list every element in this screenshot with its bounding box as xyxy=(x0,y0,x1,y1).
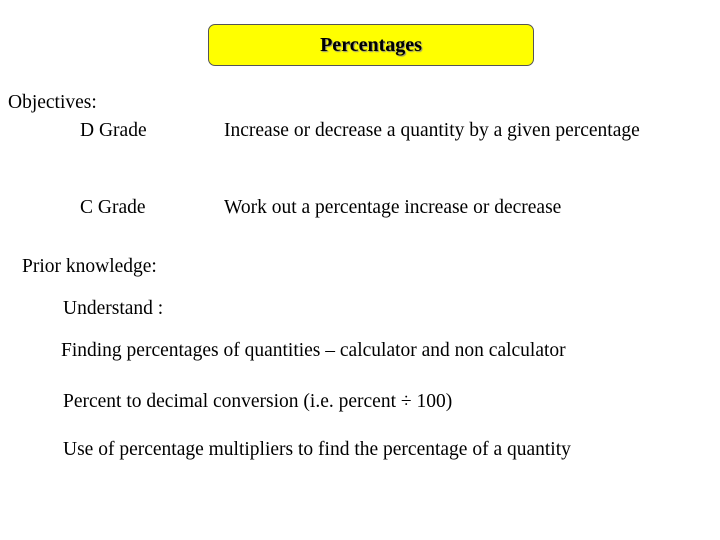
objectives-label: Objectives: xyxy=(8,92,97,113)
objective-d-description: Increase or decrease a quantity by a given percentage xyxy=(224,120,640,141)
title-banner xyxy=(208,24,534,66)
prior-item-percentages-of-quantities: Finding percentages of quantities – calculator and non calculator xyxy=(61,340,566,361)
prior-item-percentage-multipliers: Use of percentage multipliers to find the percentage of a quantity xyxy=(63,439,571,460)
prior-item-percent-to-decimal: Percent to decimal conversion (i.e. percent ÷ 100) xyxy=(63,391,453,412)
objective-c-grade: C Grade xyxy=(80,197,146,218)
objective-d-grade: D Grade xyxy=(80,120,147,141)
understand-label: Understand : xyxy=(63,298,164,319)
prior-knowledge-label: Prior knowledge: xyxy=(22,256,157,277)
objective-c-description: Work out a percentage increase or decrease xyxy=(224,197,562,218)
page-title: Percentages xyxy=(320,33,422,56)
